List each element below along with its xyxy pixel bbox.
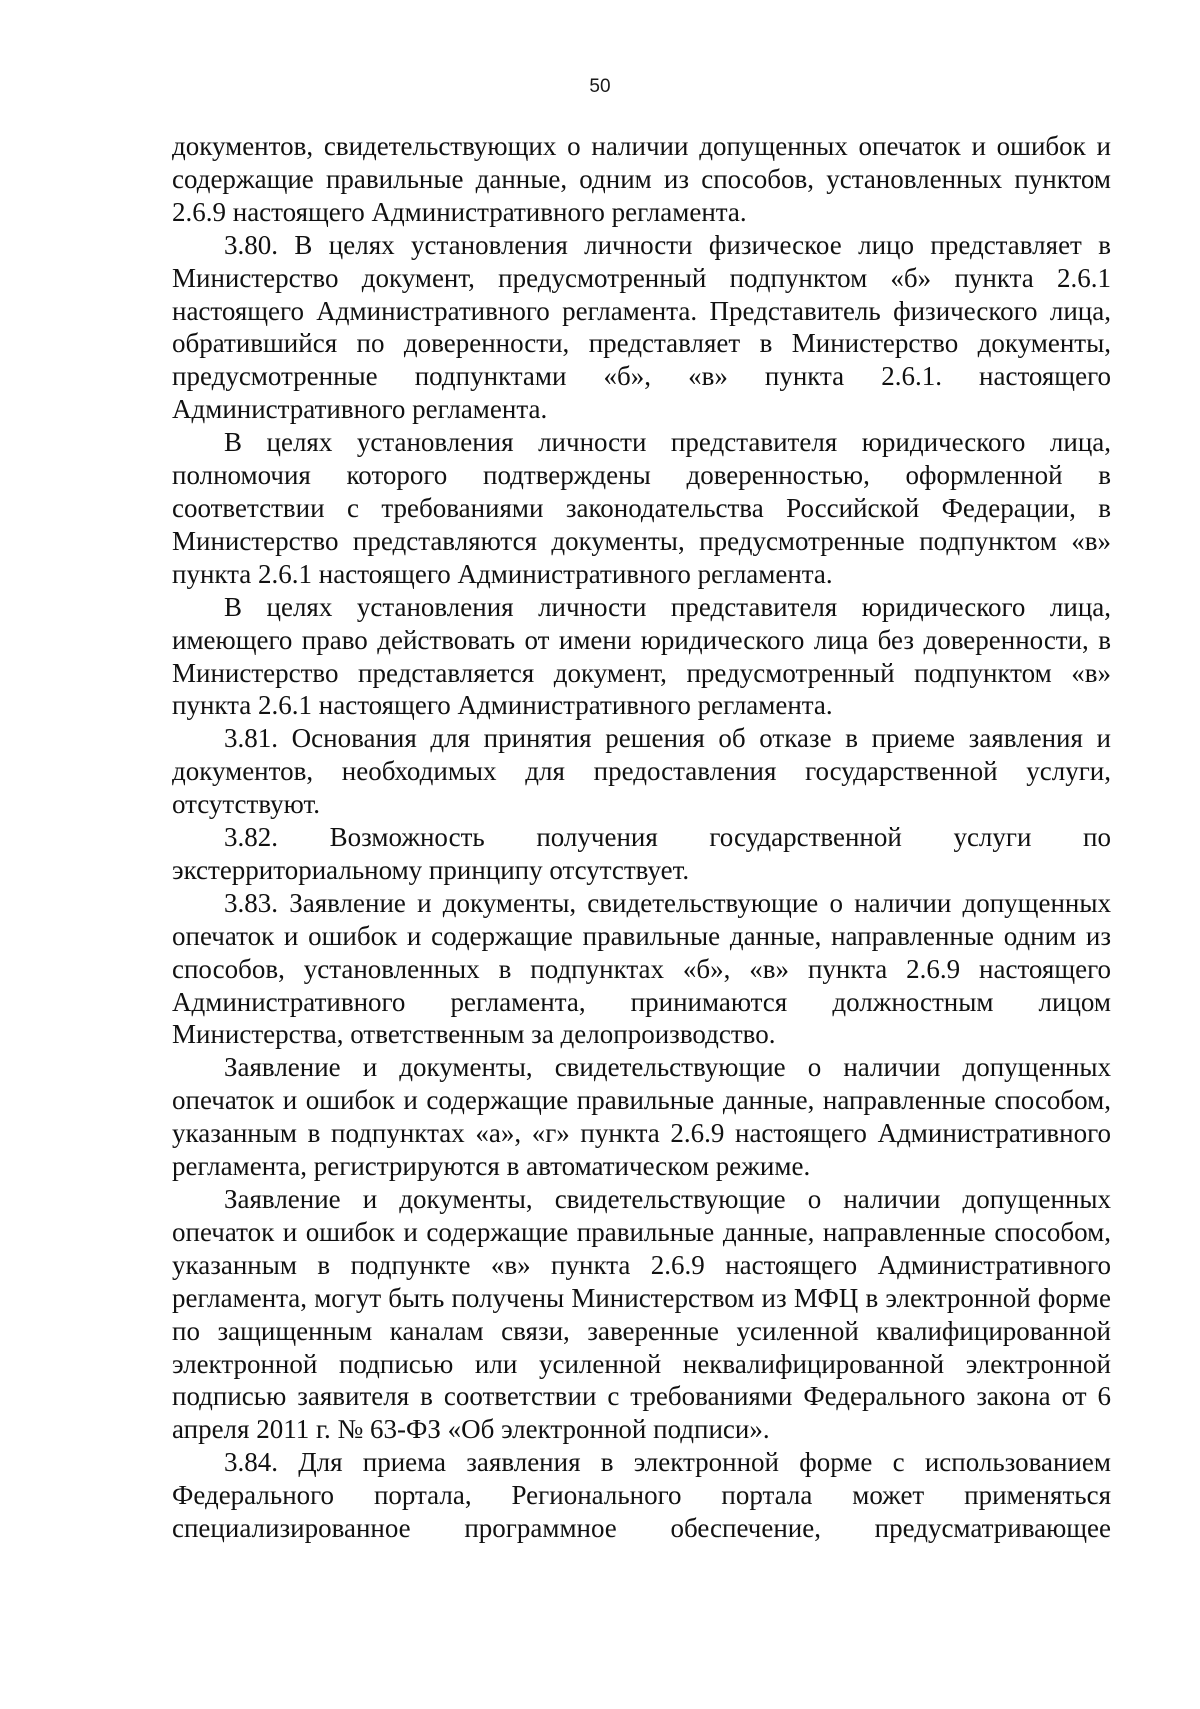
paragraph-legal-entity-no-proxy: В целях установления личности представителя юридического лица, имеющего право действовать от имени юридического лица без доверенности, в Министерство представляется документ, предусмотренный подпунктом «в» пункта 2.6.1 настоящего Административного регламента.	[172, 591, 1111, 721]
paragraph-3-82: 3.82. Возможность получения государственной услуги по экстерриториальному принципу отсутствует.	[172, 822, 1111, 885]
paragraph-mfc-electronic: Заявление и документы, свидетельствующие о наличии допущенных опечаток и ошибок и содержащие правильные данные, направленные способом, указанным в подпункте «в» пункта 2.6.9 настоящего Административного регламента, могут быть получены Министерством из МФЦ в электронной форме по защищенным каналам связи, заверенные усиленной квалифицированной электронной подписью или усиленной неквалифицированной электронной подписью заявителя в соответствии с требованиями Федерального закона от 6 апреля 2011 г. № 63-ФЗ «Об электронной подписи».	[172, 1184, 1111, 1445]
paragraph-automatic-registration: Заявление и документы, свидетельствующие о наличии допущенных опечаток и ошибок и содержащие правильные данные, направленные способом, указанным в подпунктах «а», «г» пункта 2.6.9 настоящего Административного регламента, регистрируются в автоматическом режиме.	[172, 1052, 1111, 1182]
paragraph-legal-entity-proxy: В целях установления личности представителя юридического лица, полномочия которого подтверждены доверенностью, оформленной в соответствии с требованиями законодательства Российской Федерации, в Министерство представляются документы, предусмотренные подпунктом «в» пункта 2.6.1 настоящего Административного регламента.	[172, 427, 1111, 589]
paragraph-3-80: 3.80. В целях установления личности физическое лицо представляет в Министерство документ, предусмотренный подпунктом «б» пункта 2.6.1 настоящего Административного регламента. Представитель физического лица, обратившийся по доверенности, представляет в Министерство документы, предусмотренные подпунктами «б», «в» пункта 2.6.1. настоящего Административного регламента.	[172, 229, 1111, 425]
document-body	[172, 130, 1111, 1545]
paragraph-3-84: 3.84. Для приема заявления в электронной форме с использованием Федерального портала, Регионального портала может применяться специализированное программное обеспечение, предусматривающее	[172, 1447, 1111, 1544]
paragraph-3-83: 3.83. Заявление и документы, свидетельствующие о наличии допущенных опечаток и ошибок и содержащие правильные данные, направленные одним из способов, установленных в подпунктах «б», «в» пункта 2.6.9 настоящего Административного регламента, принимаются должностным лицом Министерства, ответственным за делопроизводство.	[172, 887, 1111, 1050]
paragraph-continuation: документов, свидетельствующих о наличии допущенных опечаток и ошибок и содержащие правильные данные, одним из способов, установленных пунктом 2.6.9 настоящего Административного регламента.	[172, 131, 1111, 227]
page-number: 50	[589, 76, 611, 97]
paragraph-3-81: 3.81. Основания для принятия решения об отказе в приеме заявления и документов, необходимых для предоставления государственной услуги, отсутствуют.	[172, 723, 1111, 820]
